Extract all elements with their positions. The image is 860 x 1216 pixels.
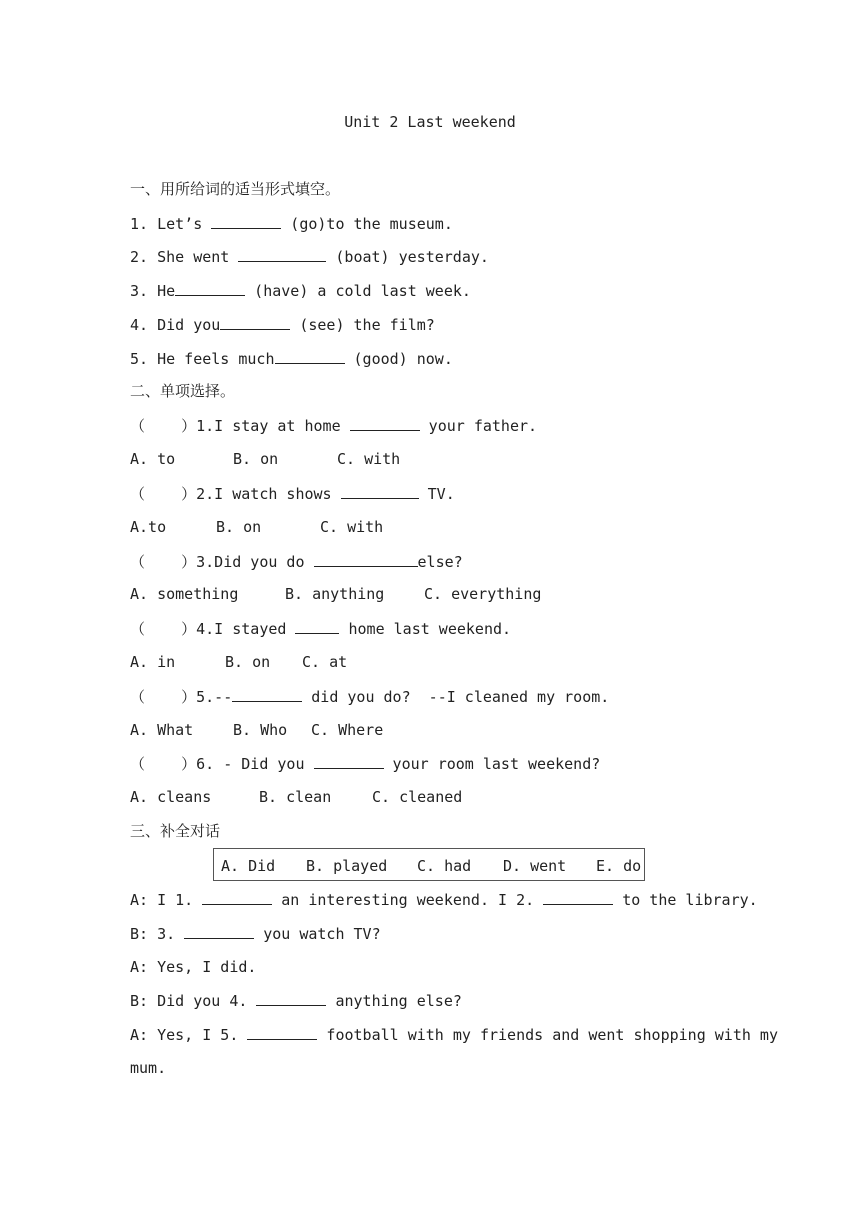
mc-question-3-post: else?	[417, 553, 463, 571]
section1-heading: 一、用所给词的适当形式填空。	[130, 180, 341, 198]
answer-blank[interactable]	[341, 483, 419, 499]
answer-blank[interactable]	[202, 889, 272, 905]
option-b[interactable]: B. anything	[285, 585, 385, 603]
word-bank-item: D. went	[503, 857, 567, 875]
dialogue-line-1-b: an interesting weekend. I 2.	[272, 891, 544, 909]
mc-question-4-post: home last weekend.	[339, 620, 512, 638]
answer-blank[interactable]	[211, 213, 281, 229]
option-b[interactable]: B. on	[216, 518, 262, 536]
answer-blank[interactable]	[247, 1024, 317, 1040]
dialogue-line-5-a: A: Yes, I 5.	[130, 1026, 248, 1044]
answer-blank[interactable]	[275, 348, 345, 364]
answer-blank[interactable]	[314, 551, 418, 567]
mc-question-2-post: TV.	[418, 485, 455, 503]
fill-item-3-pre: 3. He	[130, 282, 176, 300]
fill-item-5-pre: 5. He feels much	[130, 350, 275, 368]
mc-question-1-post: your father.	[419, 417, 538, 435]
answer-blank[interactable]	[350, 415, 420, 431]
answer-blank[interactable]	[220, 314, 290, 330]
mc-question-6-pre: （ ）6. - Did you	[130, 755, 314, 773]
option-b[interactable]: B. clean	[259, 788, 332, 806]
option-a[interactable]: A. cleans	[130, 788, 212, 806]
fill-item-5-post: (good) now.	[344, 350, 453, 368]
option-c[interactable]: C. everything	[424, 585, 542, 603]
dialogue-line-1	[130, 889, 758, 909]
dialogue-line-2-a: B: 3.	[130, 925, 185, 943]
dialogue-line-6: mum.	[130, 1059, 167, 1077]
mc-question-4-pre: （ ）4.I stayed	[130, 620, 296, 638]
section3-heading: 三、补全对话	[130, 822, 221, 840]
answer-blank[interactable]	[295, 618, 339, 634]
fill-item-4	[130, 314, 435, 334]
option-a[interactable]: A. What	[130, 721, 194, 739]
fill-item-2-pre: 2. She went	[130, 248, 239, 266]
dialogue-line-4-b: anything else?	[326, 992, 462, 1010]
mc-question-5	[130, 686, 609, 706]
fill-item-2-post: (boat) yesterday.	[326, 248, 489, 266]
word-bank-item: B. played	[306, 857, 388, 875]
mc-question-3	[130, 551, 463, 571]
fill-item-5	[130, 348, 453, 368]
option-b[interactable]: B. on	[225, 653, 271, 671]
mc-question-3-pre: （ ）3.Did you do	[130, 553, 314, 571]
page-title: Unit 2 Last weekend	[344, 113, 516, 131]
answer-blank[interactable]	[314, 753, 384, 769]
fill-item-1-post: (go)to the museum.	[281, 215, 453, 233]
dialogue-line-5	[130, 1024, 778, 1044]
section2-heading: 二、单项选择。	[130, 382, 236, 400]
dialogue-line-5-b: football with my friends and went shopping with my	[317, 1026, 778, 1044]
answer-blank[interactable]	[175, 280, 245, 296]
mc-question-6	[130, 753, 600, 773]
fill-item-1	[130, 213, 453, 233]
fill-item-4-pre: 4. Did you	[130, 316, 221, 334]
mc-question-1-pre: （ ）1.I stay at home	[130, 417, 350, 435]
option-c[interactable]: C. at	[302, 653, 348, 671]
answer-blank[interactable]	[543, 889, 613, 905]
mc-question-2	[130, 483, 455, 503]
option-c[interactable]: C. with	[320, 518, 384, 536]
dialogue-line-4	[130, 990, 462, 1010]
option-a[interactable]: A. to	[130, 450, 176, 468]
option-b[interactable]: B. Who	[233, 721, 288, 739]
mc-question-4	[130, 618, 511, 638]
mc-question-5-pre: （ ）5.--	[130, 688, 233, 706]
fill-item-2	[130, 246, 489, 266]
dialogue-line-2	[130, 923, 381, 943]
fill-item-4-post: (see) the film?	[290, 316, 435, 334]
dialogue-line-1-a: A: I 1.	[130, 891, 203, 909]
mc-question-6-post: your room last weekend?	[383, 755, 601, 773]
mc-question-2-pre: （ ）2.I watch shows	[130, 485, 341, 503]
fill-item-3-post: (have) a cold last week.	[245, 282, 471, 300]
option-c[interactable]: C. Where	[311, 721, 384, 739]
dialogue-line-1-c: to the library.	[613, 891, 758, 909]
fill-item-3	[130, 280, 471, 300]
option-a[interactable]: A.to	[130, 518, 167, 536]
mc-question-1	[130, 415, 537, 435]
word-bank-item: A. Did	[221, 857, 276, 875]
option-c[interactable]: C. cleaned	[372, 788, 463, 806]
word-bank-box	[213, 848, 645, 881]
mc-question-5-post: did you do? --I cleaned my room.	[302, 688, 610, 706]
dialogue-line-4-a: B: Did you 4.	[130, 992, 257, 1010]
dialogue-line-2-b: you watch TV?	[254, 925, 381, 943]
answer-blank[interactable]	[256, 990, 326, 1006]
fill-item-1-pre: 1. Let’s	[130, 215, 212, 233]
option-b[interactable]: B. on	[233, 450, 279, 468]
option-a[interactable]: A. in	[130, 653, 176, 671]
answer-blank[interactable]	[184, 923, 254, 939]
answer-blank[interactable]	[238, 246, 326, 262]
word-bank-item: C. had	[417, 857, 472, 875]
option-a[interactable]: A. something	[130, 585, 239, 603]
dialogue-line-3: A: Yes, I did.	[130, 958, 257, 976]
answer-blank[interactable]	[232, 686, 302, 702]
word-bank-item: E. do	[596, 857, 642, 875]
option-c[interactable]: C. with	[337, 450, 401, 468]
